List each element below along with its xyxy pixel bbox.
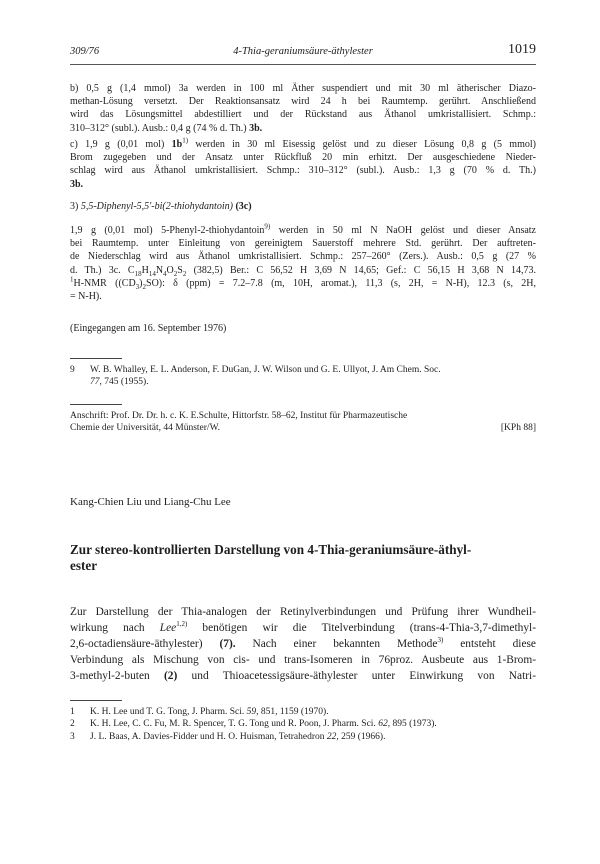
text-line: Verbindung als Mischung von cis- und trans-Isomeren in 76proz. Ausbeute aus 1-Brom-	[70, 654, 536, 666]
text-line: schlag wird aus Äthanol umkristallisiert. Schmp.: 310–312° (subl.). Ausb.: 1,3 g (70 % d. Th.)	[70, 165, 536, 177]
footnote-rule	[70, 358, 122, 359]
reference-item: 2 K. H. Lee, C. C. Fu, M. R. Spencer, T. G. Tong und R. Poon, J. Pharm. Sci. 62, 895 (1973).	[70, 719, 437, 730]
text-line: $^1$H-NMR $((CD_3)_2SO)$: δ (ppm) = 7.2–7.8 (m, 10H, aromat.), 11,3 (s, 2H, = N-H), 12.3 (s, 2H,	[70, 275, 536, 291]
manuscript-code: [KPh 88]	[500, 423, 536, 434]
text-line: 310–312° (subl.). Ausb.: 0,4 g (74 % d. Th.) 3b.	[70, 122, 263, 134]
text-line: 3b.	[70, 178, 84, 190]
text-line: d. Th.) 3c. $C_{18}H_{14}N_4O_2S_2$ (382,5) Ber.: C 56,52 H 3,69 N 14,65; Gef.: C 56,15 H 3,68 N 14,73.	[70, 264, 536, 278]
section-heading: 3) 5,5-Diphenyl-5,5'-bi(2-thiohydantoin) (3c)	[70, 201, 252, 212]
reference-item: 1 K. H. Lee und T. G. Tong, J. Pharm. Sci. 59, 851, 1159 (1970).	[70, 707, 329, 717]
running-title: 4-Thia-geraniumsäure-äthylester	[233, 46, 373, 57]
text-line: de Niederschlag wird aus Äthanol umkristallisiert. Schmp.: 257–260° (Zers.). Ausb.: 0,5 g (27 %	[70, 251, 536, 263]
text-line: = N-H).	[70, 291, 102, 303]
footnote-rule	[70, 700, 122, 701]
reference-list	[70, 706, 536, 743]
text-line: c) 1,9 g (0,01 mol) $1b^{1)}$ werden in 30 ml Eisessig gelöst und zu dieser Lösung 0,8 g (5 mmol)	[70, 136, 536, 150]
article-title: Zur stereo-kontrollierten Darstellung von 4-Thia-geraniumsäure-äthyl- ester	[70, 542, 472, 573]
article-authors: Kang-Chien Liu und Liang-Chu Lee	[70, 496, 231, 508]
text-line: wird das Lösungsmittel abdestilliert und der Rückstand aus Äthanol umkristallisiert. Schmp.:	[70, 109, 536, 121]
text-line: wirkung nach Lee$^{1,2)}$ benötigen wir die Titelverbindung (trans-4-Thia-3,7-dimethyl-	[70, 620, 536, 634]
procedure-b	[70, 82, 536, 135]
address-rule	[70, 404, 122, 405]
text-line: bei Raumtemp. unter Einleitung von gereinigtem Sauerstoff mehrere Std. gerührt. Der auftreten-	[70, 238, 536, 250]
text-line: methan-Lösung versetzt. Der Reaktionsansatz wird 24 h bei Raumtemp. gerührt. Anschließend	[70, 96, 536, 108]
procedure-c	[70, 138, 536, 191]
reference-item: 3 J. L. Baas, A. Davies-Fidder und H. O. Huisman, Tetrahedron 22, 259 (1966).	[70, 731, 386, 742]
author-address: Anschrift: Prof. Dr. Dr. h. c. K. E.Schulte, Hittorfstr. 58–62, Institut für Pharmazeutische Chemie der Universität, 44 Münster/W. [KPh 88]	[70, 411, 536, 434]
received-date: (Eingegangen am 16. September 1976)	[70, 323, 227, 334]
text-line: Brom zugegeben und der Ansatz unter Rückfluß 20 min erhitzt. Der ausgeschiedene Nieder-	[70, 152, 536, 164]
procedure-3c	[70, 224, 536, 303]
page-number: 1019	[508, 42, 536, 57]
text-line: Zur Darstellung der Thia-analogen der Retinylverbindungen und Prüfung ihrer Wundheil-	[70, 606, 536, 618]
text-line: 3-methyl-2-buten (2) und Thioacetessigsäure-äthylester unter Einwirkung von Natri-	[70, 670, 536, 682]
article-intro	[70, 604, 536, 684]
footnote-9: 9 W. B. Whalley, E. L. Anderson, F. DuGan, J. W. Wilson und G. E. Ullyot, J. Am Chem. Soc. 77, 745 (1955).	[70, 365, 441, 388]
text-line: 2,6-octadiensäure-äthylester) (7). Nach einer bekannten Methode$^{3)}$ entsteht diese	[70, 636, 536, 650]
running-header	[70, 44, 536, 65]
text-line: 1,9 g (0,01 mol) 5-Phenyl-2-thiohydantoin$^{9)}$ werden in 50 ml N NaOH gelöst und dieser Ansatz	[70, 222, 536, 236]
journal-code: 309/76	[70, 46, 100, 57]
text-line: b) 0,5 g (1,4 mmol) 3a werden in 100 ml Äther suspendiert und mit 30 ml ätherischer Diazo-	[70, 83, 536, 94]
